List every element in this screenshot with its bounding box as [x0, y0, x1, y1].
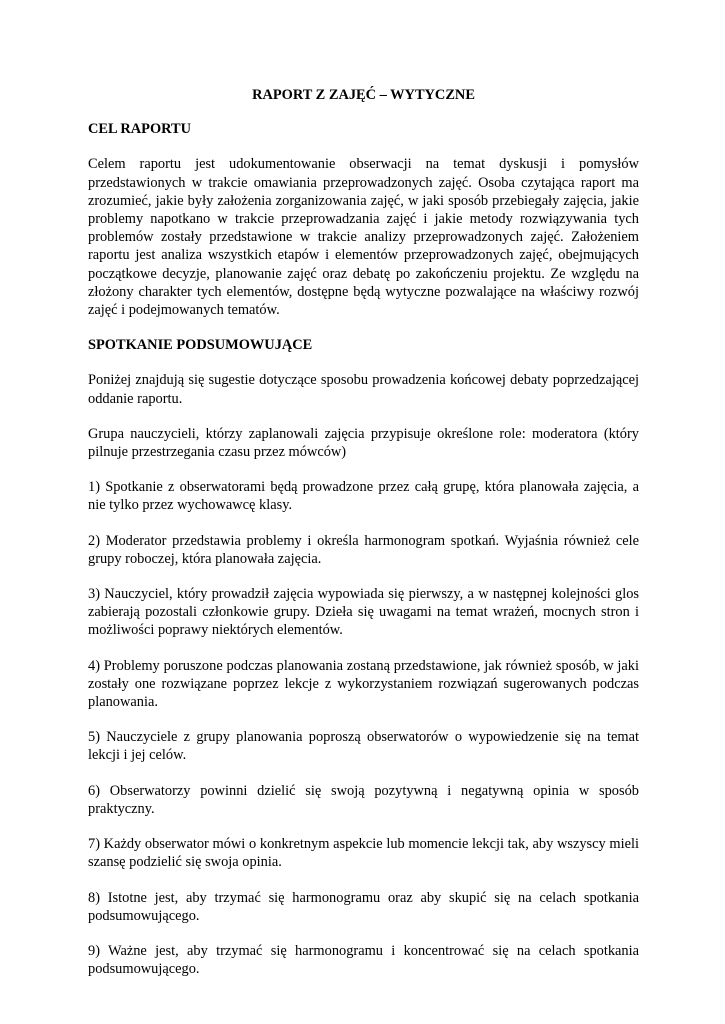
list-item-6: 6) Obserwatorzy powinni dzielić się swoją pozytywną i negatywną opinia w sposób praktyczny. — [88, 782, 639, 817]
list-item-1: 1) Spotkanie z obserwatorami będą prowadzone przez całą grupę, która planowała zajęcia, a nie tylko przez wychowawcę klasy. — [88, 479, 639, 514]
list-item-4: 4) Problemy poruszone podczas planowania zostaną przedstawione, jak również sposób, w jaki zostały one rozwiązane poprzez lekcje z wykorzystaniem rozwiązań sugerowanych podczas planowania. — [88, 657, 639, 711]
list-item-2: 2) Moderator przedstawia problemy i określa harmonogram spotkań. Wyjaśnia również cele grupy roboczej, która planowała zajęcia. — [88, 532, 639, 567]
section-heading-cel-raportu: CEL RAPORTU — [88, 121, 192, 138]
list-item-7: 7) Każdy obserwator mówi o konkretnym aspekcie lub momencie lekcji tak, aby wszyscy mieli szansę podzielić się swoja opinia. — [88, 836, 639, 871]
list-item-5: 5) Nauczyciele z grupy planowania poproszą obserwatorów o wypowiedzenie się na temat lekcji i jej celów. — [88, 729, 639, 764]
paragraph-intro: Poniżej znajdują się sugestie dotyczące sposobu prowadzenia końcowej debaty poprzedzającej oddanie raportu. — [88, 372, 639, 407]
document-title: RAPORT Z ZAJĘĆ – WYTYCZNE — [252, 87, 475, 103]
document-page — [88, 86, 639, 978]
section-heading-spotkanie: SPOTKANIE PODSUMOWUJĄCE — [88, 337, 313, 354]
list-item-8: 8) Istotne jest, aby trzymać się harmonogramu oraz aby skupić się na celach spotkania podsumowującego. — [88, 889, 639, 924]
paragraph-roles: Grupa nauczycieli, którzy zaplanowali zajęcia przypisuje określone role: moderatora (który pilnuje przestrzegania czasu przez mówców) — [88, 425, 639, 461]
paragraph-cel-raportu: Celem raportu jest udokumentowanie obserwacji na temat dyskusji i pomysłów przedstawionych w trakcie omawiania przeprowadzonych zajęć. Osoba czytająca raport ma zrozumieć, jakie były założenia zorganizowania zajęć, w jaki sposób przebiegały zajęcia, jakie problemy napotkano w trakcie przeprowadzania zajęć i jakie metody rozwiązywania tych problemów zostały przedstawione w trakcie analizy przeprowadzonych zajęć. Założeniem raportu jest analiza wszystkich etapów i elementów przeprowadzonych zajęć, obejmujących początkowe decyzje, planowanie zajęć oraz debatę po zakończeniu projektu. Ze względu na złożony charakter tych elementów, dostępne będą wytyczne pozwalające na właściwy rozwój zajęć i podejmowanych tematów. — [88, 156, 639, 319]
list-item-3: 3) Nauczyciel, który prowadził zajęcia wypowiada się pierwszy, a w następnej kolejności glos zabierają pozostali członkowie grupy. Dzieła się uwagami na temat wrażeń, mocnych stron i możliwości poprawy niektórych elementów. — [88, 586, 639, 639]
list-item-9: 9) Ważne jest, aby trzymać się harmonogramu i koncentrować się na celach spotkania podsumowującego. — [88, 942, 639, 978]
